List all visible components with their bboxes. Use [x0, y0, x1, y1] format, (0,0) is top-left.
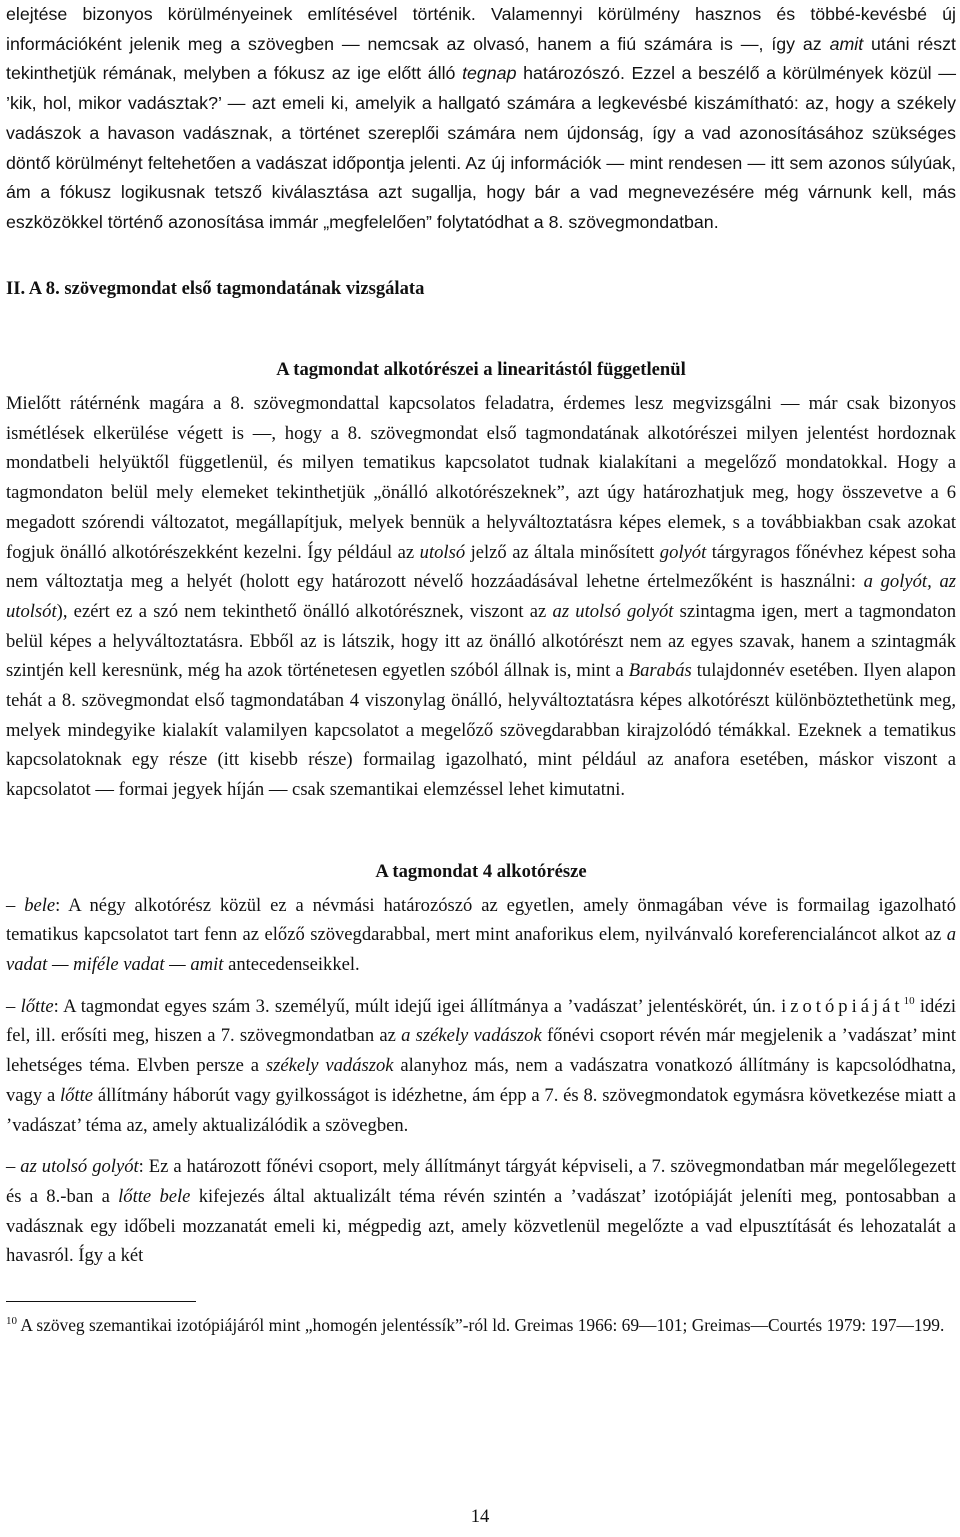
- footnote-text: A szöveg szemantikai izotópiájáról mint „homogén jelentéssík”-ról ld. Greimas 1966: 69—101; Greimas—Courtés 1979: 197—199.: [17, 1315, 945, 1336]
- text-run: határozószó. Ezzel a beszélő a körülmények közül — ’kik, hol, mikor vadásztak?’ — azt emeli ki, amelyik a hallgató számára a legkevésbé kiszámítható: az, hogy a székely vadászok a havason vadásznak, a történet szereplői számára nem újdonság, így a vad azonosításához szükséges döntő körülményt feltehetően a vadászat időpontja jelenti. Az új információk — mint rendesen — itt sem azonos súlyúak, ám a fókusz logikusnak tetsző kiválasztása azt sugallja, hogy bár a vad megnevezésére még várnunk kell, más eszközökkel történő azonosítása immár „megfelelően” folytatódhat a 8. szövegmondatban.: [6, 63, 956, 232]
- subsection-heading-4-alkotoresze: A tagmondat 4 alkotórésze: [375, 860, 587, 882]
- subsection-heading-alkotoreszei: A tagmondat alkotórészei a linearitástól függetlenül: [276, 359, 686, 381]
- text-run: jelző az általa minősített: [465, 541, 660, 563]
- spaced-term-izotopiajat: izotópiáját: [781, 995, 904, 1017]
- page-number: 14: [470, 1506, 490, 1527]
- footnote-divider: [6, 1301, 196, 1302]
- text-run: Mielőtt rátérnénk magára a 8. szövegmondattal kapcsolatos feladatra, érdemes lesz megvizsgálni — már csak bizonyos ismétlések elkerülése végett is —, hogy a 8. szövegmondat első tagmondatának alkotórészei milyen jelentést hordoznak mondatbeli helyüktől függetlenül, és milyen tematikus kapcsolatot tudnak kialakítani a megelőző mondatokkal. Hogy a tagmondaton belül mely elemeket tekinthetjük „önálló alkotórészeknek”, azt úgy határozhatjuk meg, hogy összevetve a 6 megadott szórendi változatot, megállapítjuk, melyek bennük a helyváltoztatásra képes elemek, s a továbbiakban csak azokat fogjuk önálló alkotórészekként kezelni. Így például az: [6, 393, 956, 563]
- text-run: állítmány háborút vagy gyilkosságot is idézhetne, ám épp a 7. és 8. szövegmondatok egymásra következése miatt a ’vadászat’ téma az, amely aktualizálódik a szövegben.: [6, 1084, 956, 1136]
- dash-bullet: –: [6, 1156, 21, 1178]
- italic-term: lőtte: [60, 1084, 94, 1106]
- text-run: ), ezért ez a szó nem tekinthető önálló alkotórésznek, viszont az: [56, 600, 553, 622]
- footnote-number: 10: [6, 1315, 17, 1328]
- italic-term: lőtte: [20, 995, 54, 1017]
- text-run: idézi fel, ill. erősíti meg, hiszen a 7. szövegmondatban az: [6, 995, 956, 1047]
- paragraph-intro: [6, 0, 956, 238]
- text-run: tárgyragos főnévhez képest soha nem változtatja meg a helyét (holott egy határozott névelő hozzáadásával lehetne értelmezőként is használni:: [6, 541, 957, 593]
- text-run: tulajdonnév esetében. Ilyen alapon tehát a 8. szövegmondat első tagmondatában 4 viszonylag önálló, helyváltoztatásra képes alkotórészt különböztethetünk meg, melyek mindegyike kialakít valamilyen kapcsolatot a megelőző szövegdarabban kirajzolódó témákkal. Ezeknek a tematikus kapcsolatoknak egy része (itt kisebb része) formailag igazolható, mint például az anafora esetében, máskor viszont a kapcsolatot — formai jegyek híján — csak szemantikai elemzéssel lehet kimutatni.: [6, 660, 956, 801]
- text-run: : A négy alkotórész közül ez a névmási határozószó az egyetlen, amely önmagában véve is formailag igazolható tematikus kapcsolatot tart fenn az előző szövegdarabbal, mert mint anaforikus elem, nyilvánvaló koreferencialáncot alkot az: [6, 894, 956, 946]
- italic-term: a vadat — miféle vadat — amit: [6, 924, 956, 975]
- text-run: elejtése bizonyos körülményeinek említésével történik. Valamennyi körülmény hasznos és többé-kevésbé új információként jelenik meg a szövegben — nemcsak az olvasó, hanem a fiú számára is —, így az: [6, 4, 956, 54]
- text-run: alanyhoz más, nem a vadászatra vonatkozó állítmány is kapcsolódhatna, vagy a: [6, 1055, 957, 1106]
- dash-bullet: –: [6, 995, 21, 1017]
- italic-term: Barabás: [628, 660, 692, 682]
- italic-term: az utolsó golyót: [552, 600, 674, 622]
- section-heading-ii: II. A 8. szövegmondat első tagmondatának vizsgálata: [6, 277, 425, 299]
- italic-term: golyót: [659, 541, 707, 563]
- footnote: [6, 1312, 956, 1338]
- italic-term: utolsó: [419, 541, 466, 563]
- paragraph-utolso-golyot: [6, 1152, 956, 1271]
- paragraph-mielott: [6, 389, 956, 805]
- text-run: : A tagmondat egyes szám 3. személyű, múlt idejű igei állítmánya a ’vadászat’ jelentéskörét, ún.: [53, 995, 782, 1017]
- text-run: utáni részt tekinthetjük rémának, melyben a fókusz az ige előtt álló: [6, 33, 956, 84]
- text-run: főnévi csoport révén már megjelenik a ’vadászat’ mint lehetséges téma. Elvben persze a: [6, 1025, 956, 1077]
- footnote-ref[interactable]: 10: [903, 994, 915, 1007]
- text-run: antecedenseikkel.: [223, 953, 360, 975]
- italic-term: bele: [24, 894, 56, 916]
- text-run: kifejezés által aktualizált téma révén szintén a ’vadászat’ izotópiáját jeleníti meg, pontosabban a vadásznak egy időbeli mozzanatát emeli ki, mégpedig azt, amely közvetlenül megelőzte a vad elpusztítását és lehozatalát a havasról. Így a két: [6, 1185, 956, 1267]
- document-page: [6, 0, 956, 1338]
- italic-term: lőtte bele: [118, 1185, 191, 1207]
- italic-term: az utolsó golyót: [20, 1156, 139, 1178]
- italic-term-amit: amit: [829, 33, 864, 54]
- paragraph-bele: [6, 891, 956, 980]
- dash-bullet: –: [6, 894, 25, 916]
- italic-term-tegnap: tegnap: [462, 63, 517, 84]
- italic-term: székely vadászok: [265, 1055, 394, 1077]
- text-run: szintagma igen, mert a tagmondaton belül képes a helyváltoztatásra. Ebből az is látszik, hogy itt az önálló alkotórészt nem az egyes szavak, hanem a szintagmák szintjén kell keresnünk, még ha azok történetesen egyetlen szóból állnak is, mint a: [6, 600, 957, 682]
- italic-term: a golyót, az utolsót: [6, 571, 956, 622]
- italic-term: a székely vadászok: [401, 1025, 542, 1047]
- text-run: : Ez a határozott főnévi csoport, mely állítmányt tárgyát képviseli, a 7. szövegmondatban már megelőlegezett és a 8.-ban a: [6, 1156, 956, 1207]
- paragraph-lotte: [6, 992, 956, 1141]
